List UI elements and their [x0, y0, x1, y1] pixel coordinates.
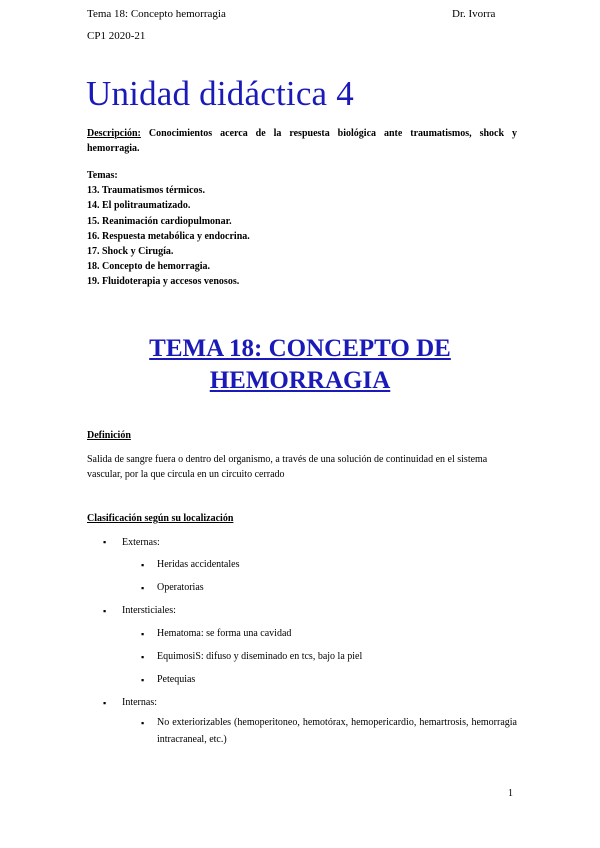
- tema-item: 16. Respuesta metabólica y endocrina.: [87, 230, 250, 242]
- bullet-icon: ▪: [103, 698, 107, 708]
- tema-item: 14. El politraumatizado.: [87, 200, 191, 212]
- tema-item: 15. Reanimación cardiopulmonar.: [87, 215, 232, 227]
- description: [87, 126, 517, 156]
- list-item: Petequias: [157, 674, 196, 685]
- page-title: Unidad didáctica 4: [86, 74, 354, 113]
- bullet-icon: ▪: [103, 606, 107, 616]
- bullet-icon: ▪: [141, 583, 145, 593]
- section-title: [0, 333, 600, 397]
- definicion-text: Salida de sangre fuera o dentro del organismo, a través de una solución de continuidad en el sistema vascular, por la que circula en un circuito cerrado: [87, 454, 488, 480]
- temas-label: Temas:: [87, 170, 118, 181]
- tema-item: 18. Concepto de hemorragia.: [87, 261, 211, 273]
- bullet-icon: ▪: [103, 537, 107, 547]
- tema-item: 13. Traumatismos térmicos.: [87, 185, 205, 197]
- section-title-line1: TEMA 18: CONCEPTO DE: [149, 335, 451, 362]
- clasificacion-heading: Clasificación según su localización: [87, 513, 234, 524]
- description-text: Conocimientos acerca de la respuesta biológica ante traumatismos, shock y hemorragia.: [87, 128, 518, 154]
- list-item-intersticiales: Intersticiales:: [122, 605, 176, 616]
- temas-list: [87, 168, 250, 290]
- list-item-internas: Internas:: [122, 697, 157, 708]
- header-right: Dr. Ivorra: [452, 8, 496, 20]
- header-left: Tema 18: Concepto hemorragia: [87, 8, 226, 20]
- list-item: EquimosiS: difuso y diseminado en tcs, bajo la piel: [157, 651, 363, 662]
- list-item: Heridas accidentales: [157, 559, 240, 570]
- section-title-line2: HEMORRAGIA: [209, 367, 391, 394]
- bullet-icon: ▪: [141, 718, 145, 728]
- page-number: 1: [508, 788, 513, 799]
- definicion-heading: Definición: [87, 430, 131, 441]
- header-sub: CP1 2020-21: [87, 30, 146, 42]
- bullet-icon: ▪: [141, 560, 145, 570]
- tema-item: 19. Fluidoterapia y accesos venosos.: [87, 276, 240, 288]
- tema-item: 17. Shock y Cirugía.: [87, 246, 174, 258]
- list-item: Operatorias: [157, 582, 204, 593]
- bullet-icon: ▪: [141, 652, 145, 662]
- list-item-externas: Externas:: [122, 537, 160, 548]
- list-item: No exteriorizables (hemoperitoneo, hemotórax, hemopericardio, hemartrosis, hemorragia intracraneal, etc.): [157, 717, 517, 745]
- bullet-icon: ▪: [141, 675, 145, 685]
- bullet-icon: ▪: [141, 629, 145, 639]
- list-item: Hematoma: se forma una cavidad: [157, 628, 292, 639]
- description-label: Descripción:: [87, 128, 141, 139]
